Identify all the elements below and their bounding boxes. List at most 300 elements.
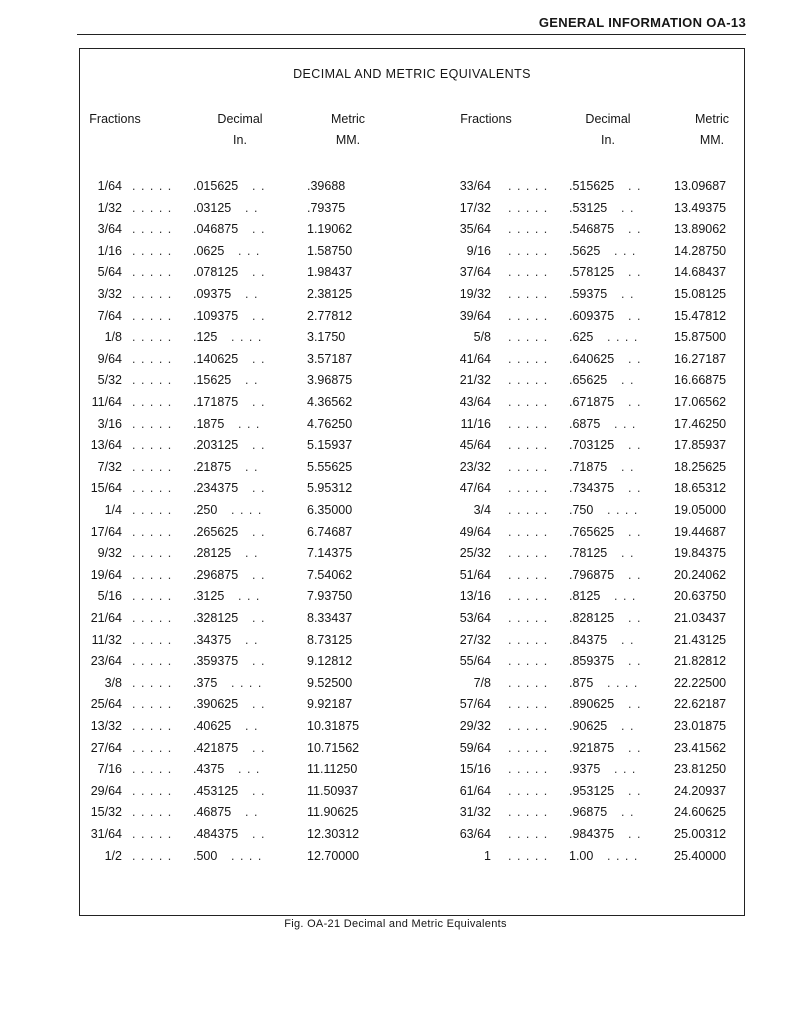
fractions-header-label: Fractions (460, 112, 512, 126)
fraction-cell: 33/64 (459, 179, 491, 193)
leader-dots: . . . . . (508, 719, 549, 733)
decimal-cell: .1875 (193, 416, 225, 431)
metric-cell: 7.93750 (307, 589, 353, 604)
decimal-cell: .250 (193, 503, 218, 517)
leader-dots: . . . . . (132, 481, 173, 496)
table-row (80, 522, 744, 543)
decimal-cell: .765625 (569, 524, 615, 539)
leader-dots: . . . . . (508, 697, 549, 712)
fraction-cell: 15/16 (459, 762, 491, 777)
leader-dots: . . (628, 654, 642, 669)
decimal-cell: .140625 (193, 351, 239, 366)
fraction-cell: 7/32 (97, 459, 122, 474)
fractions-header-label: Fractions (89, 112, 141, 126)
leader-dots: . . . . . (508, 848, 549, 863)
leader-dots: . . . . . (508, 762, 549, 777)
decimal-cell: .859375 (569, 654, 615, 669)
fraction-cell: 5/8 (473, 330, 491, 345)
table-row (80, 262, 744, 283)
leader-dots: . . . (614, 416, 637, 431)
metric-cell: 8.33437 (307, 611, 353, 625)
table-row (80, 759, 744, 780)
leader-dots: . . (252, 697, 266, 712)
decimal-cell: .953125 (569, 783, 615, 798)
leader-dots: . . . . . (132, 611, 173, 625)
metric-cell: 23.81250 (674, 762, 727, 777)
leader-dots: . . . . . (132, 459, 173, 474)
table-row (80, 716, 744, 737)
leader-dots: . . . . . (132, 287, 173, 301)
fraction-cell: 11/64 (91, 395, 122, 409)
leader-dots: . . . . . (132, 265, 173, 280)
fraction-cell: 5/16 (97, 589, 122, 604)
fraction-cell: 57/64 (459, 697, 491, 712)
fraction-cell: 1/8 (104, 330, 122, 345)
leader-dots: . . (628, 351, 642, 366)
fraction-cell: 15/32 (90, 805, 122, 820)
leader-dots: . . (628, 611, 642, 625)
metric-cell: 17.06562 (674, 395, 727, 409)
decimal-cell: .90625 (569, 719, 608, 733)
leader-dots: . . . (238, 243, 261, 258)
fraction-cell: 3/4 (473, 503, 491, 517)
leader-dots: . . . . . (508, 827, 549, 841)
fraction-cell: 35/64 (459, 222, 491, 237)
fraction-cell: 23/64 (90, 654, 122, 669)
leader-dots: . . (621, 632, 635, 647)
fraction-cell: 3/32 (97, 287, 122, 301)
decimal-cell: .921875 (569, 740, 615, 755)
decimal-cell: 1.00 (569, 848, 594, 863)
decimal-cell: .703125 (569, 438, 615, 453)
leader-dots: . . (621, 719, 635, 733)
decimal-cell: .109375 (193, 308, 239, 323)
leader-dots: . . (252, 265, 266, 280)
leader-dots: . . (628, 179, 642, 193)
metric-cell: 16.66875 (674, 373, 727, 388)
fraction-cell: 31/32 (459, 805, 491, 820)
leader-dots: . . (628, 827, 642, 841)
decimal-cell: .5625 (569, 243, 601, 258)
fraction-cell: 11/16 (460, 416, 491, 431)
metric-unit-label: MM. (335, 133, 361, 147)
table-row (80, 349, 744, 370)
leader-dots: . . . . . (132, 697, 173, 712)
table-row (80, 327, 744, 348)
left-metric-header (308, 109, 388, 151)
metric-cell: 11.11250 (307, 762, 358, 777)
decimal-cell: .421875 (193, 740, 239, 755)
leader-dots: . . (252, 654, 266, 669)
table-row (80, 694, 744, 715)
leader-dots: . . . . . (508, 567, 549, 582)
table-row (80, 457, 744, 478)
fraction-cell: 37/64 (459, 265, 491, 280)
leader-dots: . . (245, 459, 259, 474)
metric-header-label: Metric (694, 112, 730, 126)
metric-cell: 10.31875 (307, 719, 360, 733)
metric-cell: 4.36562 (307, 395, 353, 409)
fraction-cell: 15/64 (90, 481, 122, 496)
fraction-cell: 1/64 (97, 179, 122, 193)
metric-cell: 15.08125 (674, 287, 727, 301)
leader-dots: . . (252, 783, 266, 798)
leader-dots: . . . (238, 416, 261, 431)
leader-dots: . . . . . (132, 827, 173, 841)
equivalents-table-frame (79, 48, 745, 916)
fraction-cell: 5/32 (97, 373, 122, 388)
decimal-cell: .96875 (569, 805, 608, 820)
fraction-cell: 9/32 (97, 546, 122, 561)
decimal-cell: .375 (193, 675, 218, 690)
metric-cell: 9.92187 (307, 697, 353, 712)
leader-dots: . . (621, 287, 635, 301)
leader-dots: . . (252, 611, 266, 625)
metric-cell: 18.25625 (674, 459, 727, 474)
leader-dots: . . (621, 546, 635, 561)
table-row (80, 219, 744, 240)
fraction-cell: 17/32 (459, 200, 491, 215)
leader-dots: . . . . . (132, 503, 173, 517)
right-fractions-header (446, 109, 526, 130)
right-decimal-header (568, 109, 648, 151)
section-title: GENERAL INFORMATION (538, 15, 703, 30)
metric-cell: 19.44687 (674, 524, 727, 539)
metric-cell: 13.09687 (674, 179, 727, 193)
metric-cell: 8.73125 (307, 632, 353, 647)
leader-dots: . . . . . (508, 675, 549, 690)
fraction-cell: 29/64 (90, 783, 122, 798)
leader-dots: . . . . . (132, 632, 173, 647)
right-metric-header (680, 109, 744, 151)
decimal-cell: .15625 (193, 373, 232, 388)
leader-dots: . . . . (607, 330, 639, 345)
metric-cell: 2.38125 (307, 287, 353, 301)
fraction-cell: 59/64 (459, 740, 491, 755)
leader-dots: . . (252, 827, 266, 841)
leader-dots: . . . . . (508, 200, 549, 215)
decimal-cell: .500 (193, 848, 218, 863)
metric-cell: .39688 (307, 179, 346, 193)
decimal-cell: .609375 (569, 308, 615, 323)
decimal-cell: .484375 (193, 827, 239, 841)
decimal-cell: .328125 (193, 611, 239, 625)
fraction-cell: 25/32 (459, 546, 491, 561)
fraction-cell: 49/64 (459, 524, 491, 539)
leader-dots: . . (245, 719, 259, 733)
metric-cell: 9.52500 (307, 675, 353, 690)
fraction-cell: 9/16 (466, 243, 491, 258)
leader-dots: . . . . . (132, 179, 173, 193)
leader-dots: . . . . . (132, 351, 173, 366)
fraction-cell: 1/16 (97, 243, 122, 258)
table-row (80, 565, 744, 586)
metric-cell: 9.12812 (307, 654, 353, 669)
leader-dots: . . . . . (132, 222, 173, 237)
leader-dots: . . . . . (508, 395, 549, 409)
fraction-cell: 39/64 (459, 308, 491, 323)
leader-dots: . . (252, 567, 266, 582)
metric-cell: 23.41562 (674, 740, 727, 755)
metric-cell: 5.15937 (307, 438, 353, 453)
table-row (80, 824, 744, 845)
leader-dots: . . . . (607, 848, 639, 863)
table-row (80, 414, 744, 435)
metric-cell: 17.85937 (674, 438, 727, 453)
leader-dots: . . . . . (132, 762, 173, 777)
leader-dots: . . . . . (508, 438, 549, 453)
decimal-cell: .390625 (193, 697, 239, 712)
decimal-cell: .46875 (193, 805, 232, 820)
leader-dots: . . . . . (132, 783, 173, 798)
leader-dots: . . . . (231, 848, 263, 863)
metric-cell: 7.54062 (307, 567, 353, 582)
metric-header-label: Metric (330, 112, 366, 126)
leader-dots: . . . (614, 762, 637, 777)
metric-cell: 24.60625 (674, 805, 727, 820)
table-row (80, 608, 744, 629)
table-row (80, 370, 744, 391)
leader-dots: . . . . . (508, 503, 549, 517)
metric-cell: 21.03437 (674, 611, 727, 625)
decimal-cell: .296875 (193, 567, 239, 582)
fraction-cell: 1/32 (97, 200, 122, 215)
leader-dots: . . (628, 740, 642, 755)
fraction-cell: 55/64 (459, 654, 491, 669)
metric-cell: 22.22500 (674, 675, 727, 690)
fraction-cell: 21/64 (90, 611, 122, 625)
leader-dots: . . . . . (508, 351, 549, 366)
metric-cell: 25.00312 (674, 827, 727, 841)
decimal-cell: .4375 (193, 762, 225, 777)
decimal-cell: .53125 (569, 200, 608, 215)
leader-dots: . . . . . (508, 287, 549, 301)
fraction-cell: 9/64 (97, 351, 122, 366)
leader-dots: . . . . . (132, 589, 173, 604)
leader-dots: . . (628, 395, 642, 409)
table-row (80, 478, 744, 499)
decimal-header-label: Decimal (217, 112, 263, 126)
decimal-cell: .71875 (569, 459, 608, 474)
page-number: OA-13 (706, 15, 746, 30)
leader-dots: . . (628, 438, 642, 453)
metric-cell: 22.62187 (674, 697, 727, 712)
metric-cell: 16.27187 (674, 351, 727, 366)
leader-dots: . . (252, 740, 266, 755)
running-header (539, 15, 746, 30)
leader-dots: . . . . . (508, 589, 549, 604)
left-fractions-header (80, 109, 150, 130)
leader-dots: . . . . . (508, 632, 549, 647)
decimal-header-label: Decimal (585, 112, 631, 126)
leader-dots: . . (628, 697, 642, 712)
decimal-cell: .171875 (193, 395, 239, 409)
leader-dots: . . . . . (508, 222, 549, 237)
fraction-cell: 61/64 (459, 783, 491, 798)
leader-dots: . . . (238, 589, 261, 604)
metric-cell: .79375 (307, 200, 346, 215)
fraction-cell: 1 (484, 848, 491, 863)
fraction-cell: 3/16 (97, 416, 122, 431)
metric-cell: 19.05000 (674, 503, 727, 517)
leader-dots: . . . . (607, 503, 639, 517)
fraction-cell: 13/16 (459, 589, 491, 604)
leader-dots: . . . . . (132, 395, 173, 409)
decimal-cell: .9375 (569, 762, 601, 777)
decimal-cell: .203125 (193, 438, 239, 453)
decimal-cell: .890625 (569, 697, 615, 712)
metric-cell: 21.43125 (674, 632, 727, 647)
fraction-cell: 25/64 (90, 697, 122, 712)
decimal-cell: .578125 (569, 265, 615, 280)
leader-dots: . . . . . (132, 675, 173, 690)
metric-cell: 2.77812 (307, 308, 353, 323)
leader-dots: . . . (614, 589, 637, 604)
decimal-cell: .0625 (193, 243, 225, 258)
leader-dots: . . (621, 200, 635, 215)
fraction-cell: 19/32 (459, 287, 491, 301)
leader-dots: . . . . (231, 675, 263, 690)
fraction-cell: 7/16 (97, 762, 122, 777)
table-row (80, 651, 744, 672)
fraction-cell: 19/64 (90, 567, 122, 582)
leader-dots: . . (252, 395, 266, 409)
metric-cell: 23.01875 (674, 719, 727, 733)
leader-dots: . . (252, 351, 266, 366)
fraction-cell: 51/64 (459, 567, 491, 582)
table-row (80, 543, 744, 564)
fraction-cell: 23/32 (459, 459, 491, 474)
fraction-cell: 41/64 (459, 351, 491, 366)
leader-dots: . . (252, 438, 266, 453)
leader-dots: . . (252, 481, 266, 496)
leader-dots: . . (252, 524, 266, 539)
leader-dots: . . . . (607, 675, 639, 690)
fraction-cell: 11/32 (91, 632, 122, 647)
fraction-cell: 13/64 (90, 438, 122, 453)
leader-dots: . . . . . (132, 308, 173, 323)
decimal-cell: .640625 (569, 351, 615, 366)
leader-dots: . . . . . (132, 654, 173, 669)
leader-dots: . . . . . (508, 654, 549, 669)
leader-dots: . . (628, 222, 642, 237)
decimal-cell: .453125 (193, 783, 239, 798)
leader-dots: . . . . . (132, 524, 173, 539)
decimal-cell: .750 (569, 503, 594, 517)
table-row (80, 673, 744, 694)
leader-dots: . . (252, 222, 266, 237)
table-row (80, 586, 744, 607)
decimal-cell: .015625 (193, 179, 239, 193)
metric-cell: 17.46250 (674, 416, 727, 431)
decimal-cell: .078125 (193, 265, 239, 280)
left-decimal-header (200, 109, 280, 151)
leader-dots: . . . . . (508, 481, 549, 496)
leader-dots: . . . . . (508, 330, 549, 345)
decimal-cell: .875 (569, 675, 594, 690)
metric-cell: 12.70000 (307, 848, 360, 863)
metric-cell: 1.58750 (307, 243, 353, 258)
leader-dots: . . (245, 546, 259, 561)
decimal-unit-label: In. (233, 133, 247, 147)
leader-dots: . . . . . (508, 740, 549, 755)
leader-dots: . . . . . (508, 243, 549, 258)
metric-cell: 5.55625 (307, 459, 353, 474)
leader-dots: . . . . . (508, 805, 549, 820)
leader-dots: . . . . (231, 330, 263, 345)
leader-dots: . . . . . (508, 373, 549, 388)
leader-dots: . . (252, 179, 266, 193)
metric-cell: 3.96875 (307, 373, 353, 388)
metric-cell: 4.76250 (307, 416, 353, 431)
leader-dots: . . . . . (508, 546, 549, 561)
leader-dots: . . (245, 632, 259, 647)
decimal-cell: .625 (569, 330, 594, 345)
decimal-cell: .546875 (569, 222, 615, 237)
metric-cell: 13.89062 (674, 222, 727, 237)
leader-dots: . . . . . (132, 200, 173, 215)
leader-dots: . . . . (231, 503, 263, 517)
fraction-cell: 3/8 (104, 675, 122, 690)
leader-dots: . . . (614, 243, 637, 258)
fraction-cell: 7/8 (473, 675, 491, 690)
decimal-cell: .234375 (193, 481, 239, 496)
leader-dots: . . . . . (508, 179, 549, 193)
leader-dots: . . . . . (508, 783, 549, 798)
decimal-cell: .125 (193, 330, 218, 345)
metric-cell: 12.30312 (307, 827, 360, 841)
table-row (80, 781, 744, 802)
metric-cell: 25.40000 (674, 848, 727, 863)
leader-dots: . . (621, 459, 635, 474)
leader-dots: . . . . . (132, 740, 173, 755)
metric-cell: 14.68437 (674, 265, 727, 280)
fraction-cell: 17/64 (90, 524, 122, 539)
leader-dots: . . . . . (508, 459, 549, 474)
leader-dots: . . (621, 805, 635, 820)
decimal-cell: .265625 (193, 524, 239, 539)
decimal-cell: .59375 (569, 287, 608, 301)
decimal-cell: .65625 (569, 373, 608, 388)
metric-cell: 15.47812 (674, 308, 727, 323)
leader-dots: . . (628, 783, 642, 798)
table-title: DECIMAL AND METRIC EQUIVALENTS (293, 67, 531, 81)
decimal-cell: .84375 (569, 632, 608, 647)
decimal-cell: .3125 (193, 589, 225, 604)
leader-dots: . . . . . (132, 848, 173, 863)
table-row (80, 500, 744, 521)
decimal-cell: .671875 (569, 395, 615, 409)
decimal-cell: .515625 (569, 179, 615, 193)
leader-dots: . . (245, 805, 259, 820)
leader-dots: . . . . . (132, 438, 173, 453)
leader-dots: . . (628, 265, 642, 280)
table-row (80, 306, 744, 327)
leader-dots: . . (245, 287, 259, 301)
leader-dots: . . . . . (132, 330, 173, 345)
decimal-cell: .6875 (569, 416, 601, 431)
leader-dots: . . (628, 481, 642, 496)
leader-dots: . . . . . (132, 546, 173, 561)
decimal-cell: .796875 (569, 567, 615, 582)
leader-dots: . . (245, 373, 259, 388)
leader-dots: . . . . . (508, 611, 549, 625)
leader-dots: . . (628, 524, 642, 539)
leader-dots: . . . . . (132, 567, 173, 582)
table-row (80, 630, 744, 651)
table-row (80, 738, 744, 759)
table-row (80, 176, 744, 197)
